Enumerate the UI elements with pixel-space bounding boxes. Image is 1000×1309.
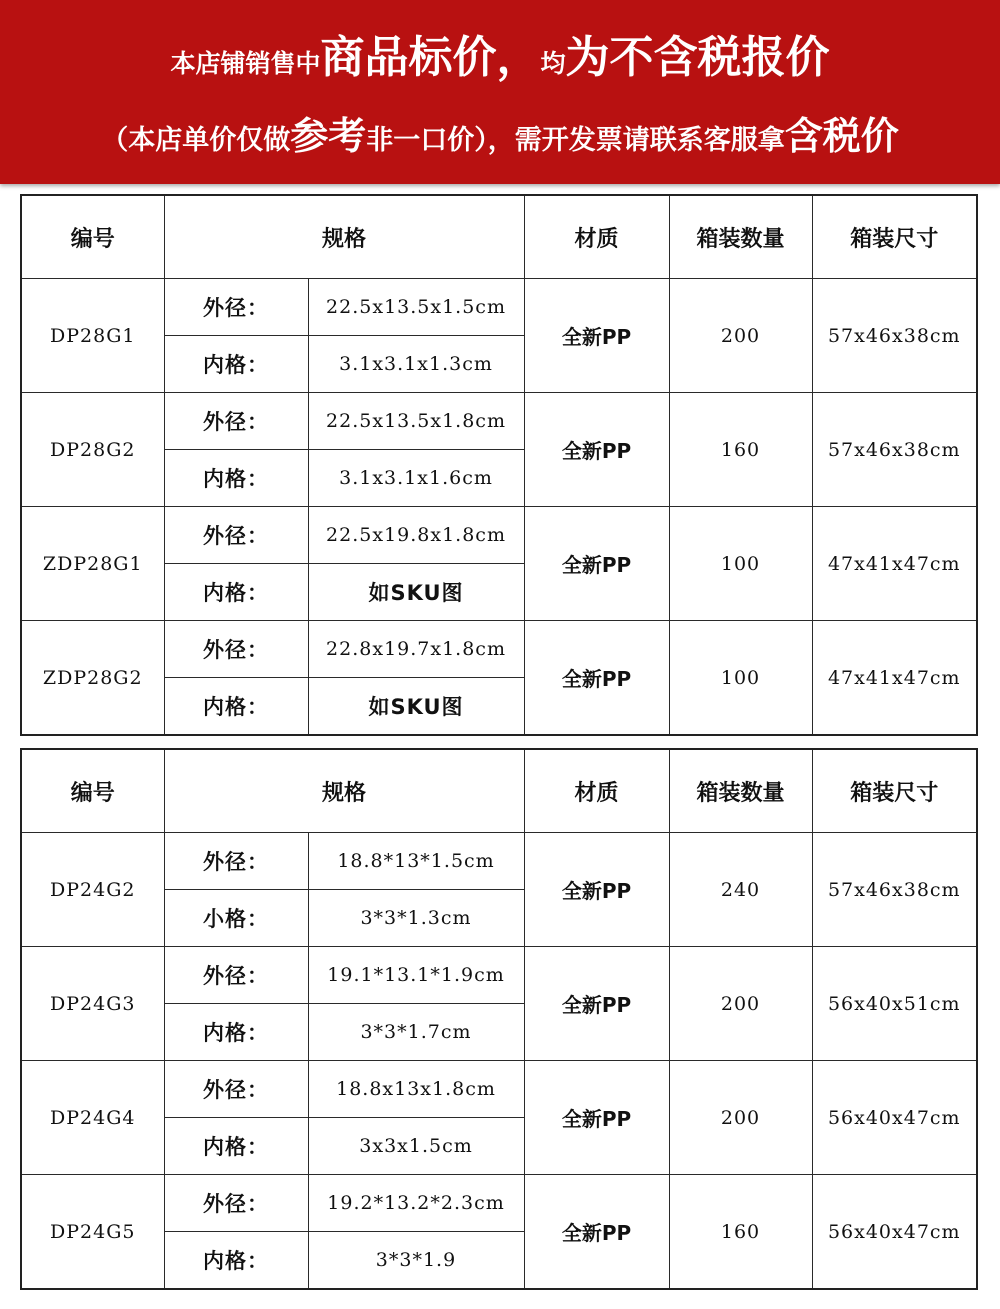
outer-dim-label: 外径： [164,1061,308,1118]
inner-cell-label: 内格： [164,678,308,736]
notice-text: （本店单价仅做 [101,125,291,156]
outer-dim-label: 外径： [164,393,308,450]
inner-cell-label: 内格： [164,1232,308,1290]
header-code: 编号 [21,195,164,279]
header-qty: 箱装数量 [669,195,812,279]
box-quantity: 240 [669,833,812,947]
header-material: 材质 [524,749,669,833]
box-size: 56x40x47cm [812,1061,977,1175]
product-code: DP24G5 [21,1175,164,1290]
table-row [21,1061,977,1118]
product-code: DP24G3 [21,947,164,1061]
box-quantity: 160 [669,393,812,507]
product-code: DP28G1 [21,279,164,393]
box-size: 57x46x38cm [812,833,977,947]
notice-emphasis: 含税价 [784,114,899,158]
outer-dim-value: 22.5x13.5x1.5cm [308,279,524,336]
table-row [21,947,977,1004]
outer-dim-value: 22.5x13.5x1.8cm [308,393,524,450]
inner-cell-value: 3.1x3.1x1.3cm [308,336,524,393]
notice-text: 非一口价），需开发票请联系客服拿 [366,125,785,156]
table-row [21,393,977,450]
outer-dim-label: 外径： [164,621,308,678]
header-box-size: 箱装尺寸 [812,749,977,833]
box-quantity: 160 [669,1175,812,1290]
box-quantity: 200 [669,947,812,1061]
inner-cell-value: 3.1x3.1x1.6cm [308,450,524,507]
material: 全新PP [524,1175,669,1290]
table-row [21,833,977,890]
price-notice-banner [0,0,1000,184]
product-code: ZDP28G1 [21,507,164,621]
inner-cell-value: 如SKU图 [308,564,524,621]
notice-emphasis: 参考 [290,114,367,158]
spec-table-24g [20,748,978,1290]
header-spec: 规格 [164,195,524,279]
inner-cell-label: 内格： [164,1118,308,1175]
table-row [21,1175,977,1232]
product-code: DP28G2 [21,393,164,507]
outer-dim-label: 外径： [164,507,308,564]
inner-cell-label: 内格： [164,336,308,393]
outer-dim-value: 22.5x19.8x1.8cm [308,507,524,564]
inner-cell-value: 3*3*1.3cm [308,890,524,947]
material: 全新PP [524,833,669,947]
inner-cell-value: 3*3*1.9 [308,1232,524,1290]
notice-comma: ， [496,32,541,83]
inner-cell-value: 3*3*1.7cm [308,1004,524,1061]
inner-cell-label: 小格： [164,890,308,947]
table-header-row [21,749,977,833]
notice-emphasis: 为不含税报价 [565,32,830,83]
material: 全新PP [524,621,669,736]
notice-text: 本店铺销售中 [170,49,321,78]
outer-dim-label: 外径： [164,1175,308,1232]
outer-dim-value: 18.8*13*1.5cm [308,833,524,890]
box-quantity: 100 [669,621,812,736]
box-size: 57x46x38cm [812,279,977,393]
product-code: DP24G2 [21,833,164,947]
inner-cell-label: 内格： [164,1004,308,1061]
spec-table-28g [20,194,978,736]
outer-dim-value: 22.8x19.7x1.8cm [308,621,524,678]
box-quantity: 200 [669,1061,812,1175]
box-size: 56x40x47cm [812,1175,977,1290]
table-row [21,507,977,564]
header-box-size: 箱装尺寸 [812,195,977,279]
header-spec: 规格 [164,749,524,833]
box-size: 47x41x47cm [812,507,977,621]
outer-dim-label: 外径： [164,279,308,336]
inner-cell-value: 3x3x1.5cm [308,1118,524,1175]
box-quantity: 100 [669,507,812,621]
material: 全新PP [524,279,669,393]
outer-dim-value: 19.2*13.2*2.3cm [308,1175,524,1232]
inner-cell-label: 内格： [164,564,308,621]
box-size: 47x41x47cm [812,621,977,736]
material: 全新PP [524,507,669,621]
table-row [21,621,977,678]
material: 全新PP [524,947,669,1061]
notice-emphasis: 商品标价 [320,32,497,83]
notice-line-2 [0,108,1000,172]
material: 全新PP [524,1061,669,1175]
outer-dim-label: 外径： [164,833,308,890]
outer-dim-value: 18.8x13x1.8cm [308,1061,524,1118]
inner-cell-value: 如SKU图 [308,678,524,736]
outer-dim-label: 外径： [164,947,308,1004]
header-material: 材质 [524,195,669,279]
notice-text: 均 [540,49,566,78]
material: 全新PP [524,393,669,507]
box-quantity: 200 [669,279,812,393]
box-size: 57x46x38cm [812,393,977,507]
product-code: DP24G4 [21,1061,164,1175]
header-code: 编号 [21,749,164,833]
inner-cell-label: 内格： [164,450,308,507]
table-header-row [21,195,977,279]
product-code: ZDP28G2 [21,621,164,736]
outer-dim-value: 19.1*13.1*1.9cm [308,947,524,1004]
header-qty: 箱装数量 [669,749,812,833]
table-row [21,279,977,336]
box-size: 56x40x51cm [812,947,977,1061]
notice-line-1 [0,28,1000,97]
